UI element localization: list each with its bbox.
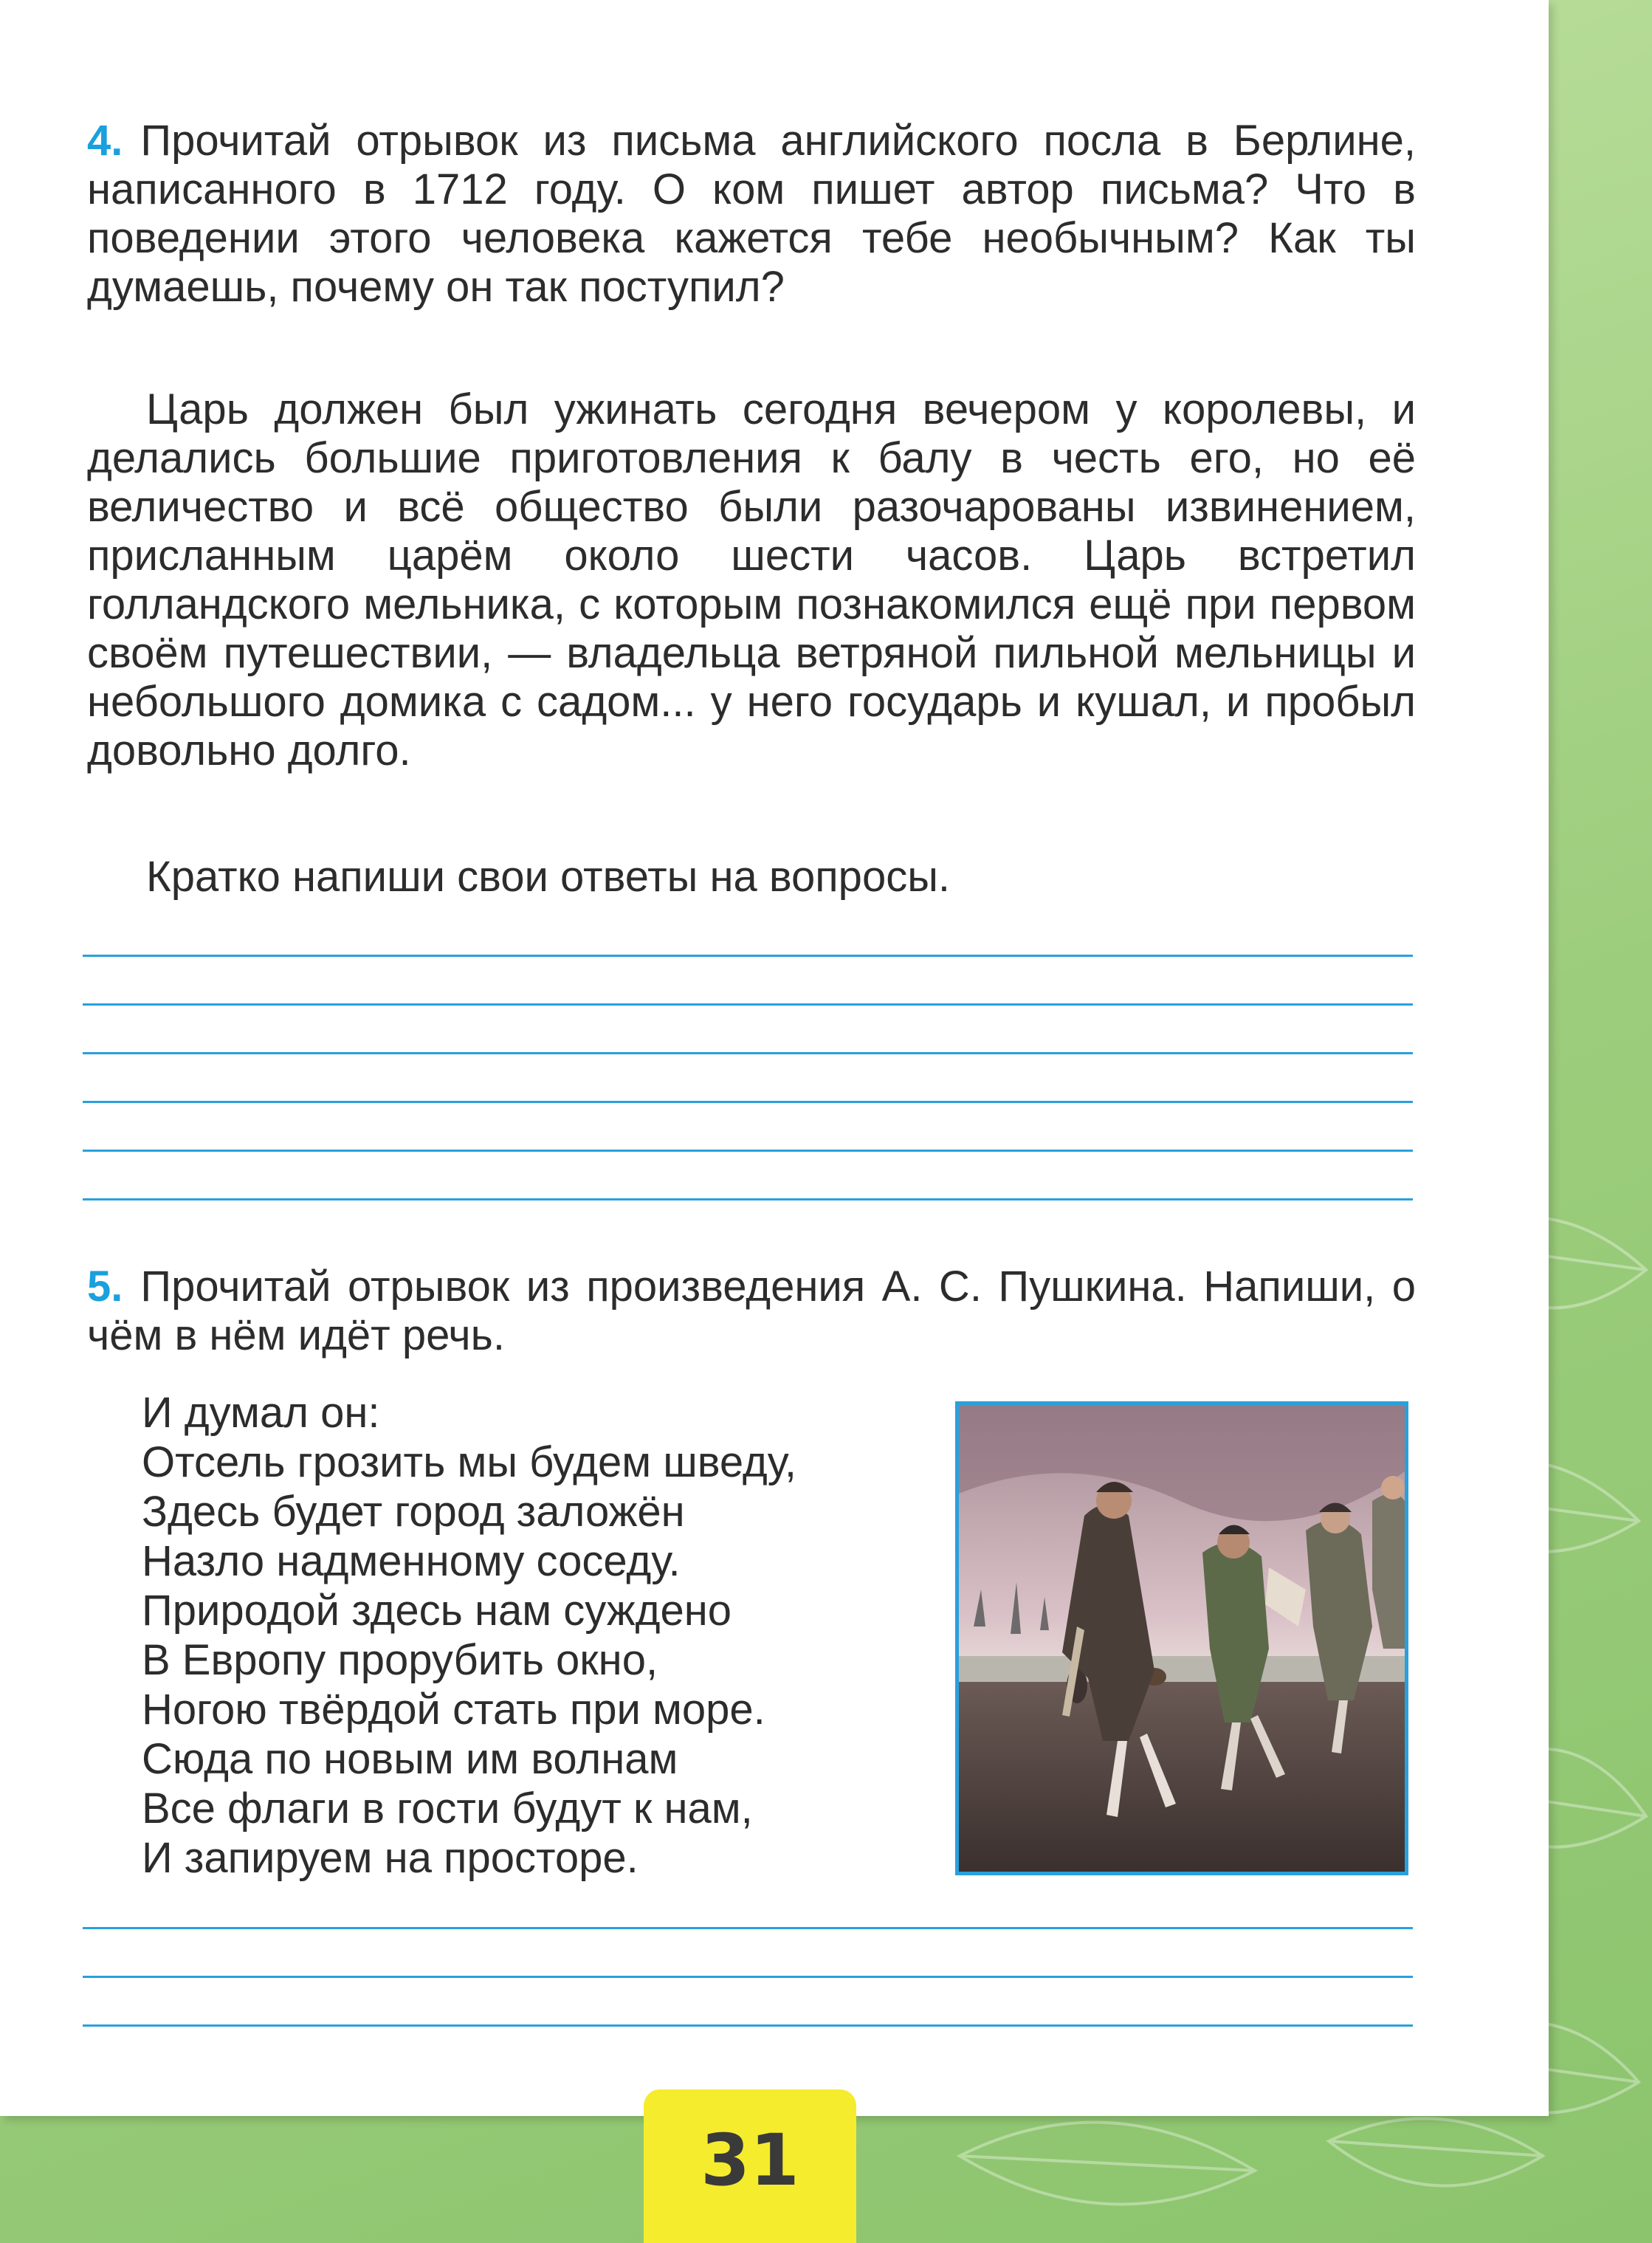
pushkin-poem	[142, 1388, 954, 1883]
task-5-question-text: Прочитай отрывок из произведения А. С. Пушкина. Напиши, о чём в нём идёт речь.	[87, 1263, 1416, 1359]
poem-line: Все флаги в гости будут к нам,	[142, 1785, 753, 1832]
answer-line[interactable]	[83, 1150, 1413, 1152]
poem-line: И запируем на просторе.	[142, 1834, 639, 1882]
task-5-question	[87, 1263, 1416, 1360]
task-5-number: 5.	[87, 1263, 123, 1311]
page-number-tab	[644, 2089, 856, 2243]
answer-line[interactable]	[83, 1927, 1413, 1929]
answer-line[interactable]	[83, 2024, 1413, 2027]
poem-line: Назло надменному соседу.	[142, 1537, 681, 1585]
task-4-excerpt: Царь должен был ужинать сегодня вечером у королевы, и делались большие приготовления к балу в честь его, но её величество и всё общество были разочарованы извинением, присланным царём около шести часов. Царь встретил голландского мельника, с которым познакомился ещё при первом своём путешествии, — владельца ветряной пильной мельницы и небольшого домика с садом... у него государь и кушал, и пробыл довольно долго.	[87, 385, 1416, 774]
poem-line: В Европу прорубить окно,	[142, 1636, 658, 1684]
peter-the-great-painting	[955, 1401, 1408, 1875]
poem-line: Здесь будет город заложён	[142, 1488, 685, 1536]
poem-line: И думал он:	[142, 1389, 380, 1437]
task-4-number: 4.	[87, 117, 123, 165]
painting-illustration	[959, 1405, 1405, 1872]
answer-line[interactable]	[83, 955, 1413, 957]
task-4-question	[87, 117, 1416, 312]
answer-line[interactable]	[83, 1101, 1413, 1103]
answer-line[interactable]	[83, 1198, 1413, 1200]
poem-line: Отсель грозить мы будем шведу,	[142, 1438, 797, 1486]
task-4-question-text: Прочитай отрывок из письма английского посла в Берлине, написанного в 1712 году. О ком пишет автор письма? Что в поведении этого человека кажется тебе необычным? Как ты думаешь, почему он так поступил?	[87, 117, 1416, 311]
answer-line[interactable]	[83, 1003, 1413, 1006]
answer-line[interactable]	[83, 1052, 1413, 1054]
page-number: 31	[701, 2119, 799, 2202]
task-4-instruction: Кратко напиши свои ответы на вопросы.	[146, 853, 951, 901]
poem-line: Ногою твёрдой стать при море.	[142, 1686, 765, 1734]
poem-line: Природой здесь нам суждено	[142, 1587, 732, 1635]
poem-line: Сюда по новым им волнам	[142, 1735, 678, 1783]
answer-line[interactable]	[83, 1976, 1413, 1978]
